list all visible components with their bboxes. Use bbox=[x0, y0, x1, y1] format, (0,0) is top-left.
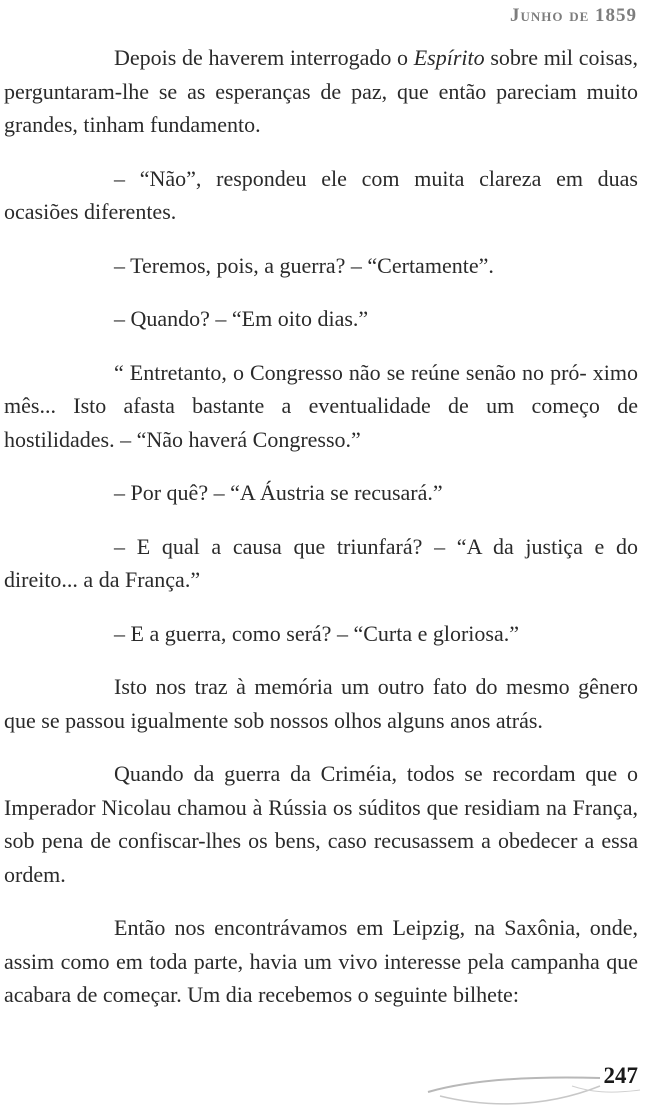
paragraph-5: “ Entretanto, o Congresso não se reúne senão no pró- ximo mês... Isto afasta bastante a eventualidade de um começo de hostilidades. – “Não haverá Congresso.” bbox=[4, 359, 638, 452]
paragraph-1 bbox=[4, 41, 638, 142]
paragraph-1-start: Depois de haverem interrogado o bbox=[114, 45, 414, 70]
swoosh-lower-stroke bbox=[440, 1086, 600, 1104]
italic-term: Espírito bbox=[413, 45, 485, 70]
paragraph-7: – E qual a causa que triunfará? – “A da justiça e do direito... a da França.” bbox=[4, 533, 638, 592]
paragraph-8: – E a guerra, como será? – “Curta e gloriosa.” bbox=[114, 620, 519, 646]
paragraph-9: Isto nos traz à memória um outro fato do mesmo gênero que se passou igualmente sob nossos olhos alguns anos atrás. bbox=[4, 674, 638, 733]
page-footer bbox=[0, 1060, 645, 1120]
footer-swoosh-ornament bbox=[0, 1060, 645, 1120]
paragraph-4: – Quando? – “Em oito dias.” bbox=[114, 306, 369, 331]
paragraph-6: – Por quê? – “A Áustria se recusará.” bbox=[114, 480, 443, 505]
page-number: 247 bbox=[603, 1063, 638, 1088]
running-header: Junho de 1859 bbox=[509, 5, 637, 26]
paragraph-10: Quando da guerra da Criméia, todos se recordam que o Imperador Nicolau chamou à Rússia os súditos que residiam na França, sob pena de confiscar-lhes os bens, caso recusassem a obedecer a essa ordem. bbox=[4, 761, 638, 887]
paragraph-1-end: sobre mil coisas, perguntaram-lhe se as esperanças de paz, que então pareciam muito grandes, tinham fundamento. bbox=[4, 45, 638, 137]
paragraph-11: Então nos encontrávamos em Leipzig, na Saxônia, onde, assim como em toda parte, havia um vivo interesse pela campanha que acabara de começar. Um dia recebemos o seguinte bilhete: bbox=[4, 915, 638, 1007]
paragraph-3: – Teremos, pois, a guerra? – “Certamente”. bbox=[114, 252, 494, 278]
paragraph-2: – “Não”, respondeu ele com muita clareza em duas ocasiões diferentes. bbox=[4, 165, 638, 224]
swoosh-upper-stroke bbox=[428, 1078, 600, 1092]
page-body bbox=[4, 41, 638, 1012]
